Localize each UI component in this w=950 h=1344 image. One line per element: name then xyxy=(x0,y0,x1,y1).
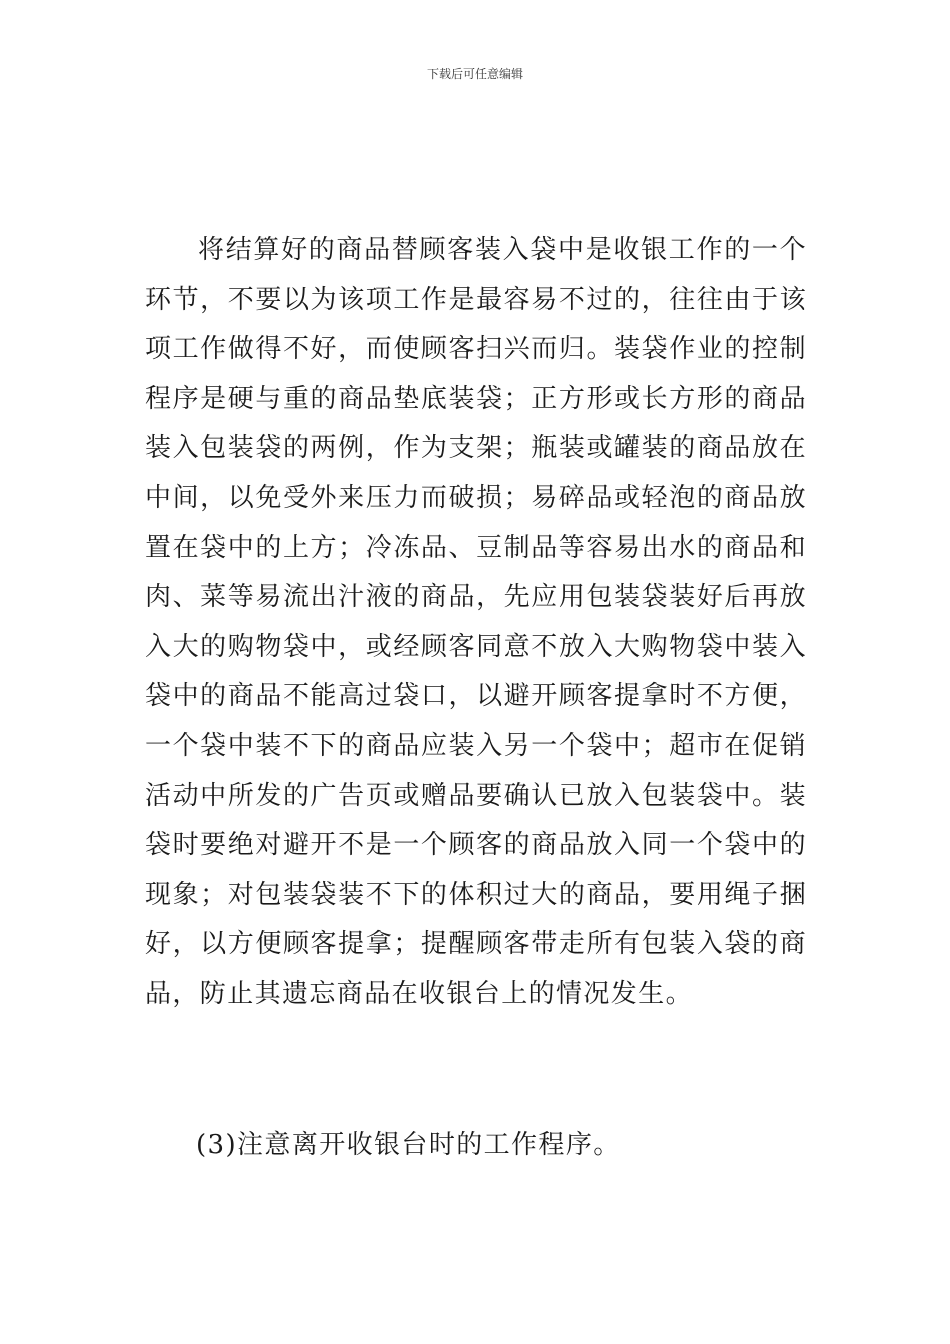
header-note: 下载后可任意编辑 xyxy=(426,67,523,81)
body-paragraph: 将结算好的商品替顾客装入袋中是收银工作的一个环节，不要以为该项工作是最容易不过的，往往由于该项工作做得不好，而使顾客扫兴而归。装袋作业的控制程序是硬与重的商品垫底装袋；正方形或长方形的商品装入包装袋的两例，作为支架；瓶装或罐装的商品放在中间，以免受外来压力而破损；易碎品或轻泡的商品放置在袋中的上方；冷冻品、豆制品等容易出水的商品和肉、菜等易流出汁液的商品，先应用包装袋装好后再放入大的购物袋中，或经顾客同意不放入大购物袋中装入袋中的商品不能高过袋口，以避开顾客提拿时不方便，一个袋中装不下的商品应装入另一个袋中；超市在促销活动中所发的广告页或赠品要确认已放入包装袋中。装袋时要绝对避开不是一个顾客的商品放入同一个袋中的现象；对包装袋装不下的体积过大的商品，要用绳子捆好，以方便顾客提拿；提醒顾客带走所有包装入袋的商品，防止其遗忘商品在收银台上的情况发生。 xyxy=(145,235,807,1009)
section-heading: (3)注意离开收银台时的工作程序。 xyxy=(196,1130,621,1160)
